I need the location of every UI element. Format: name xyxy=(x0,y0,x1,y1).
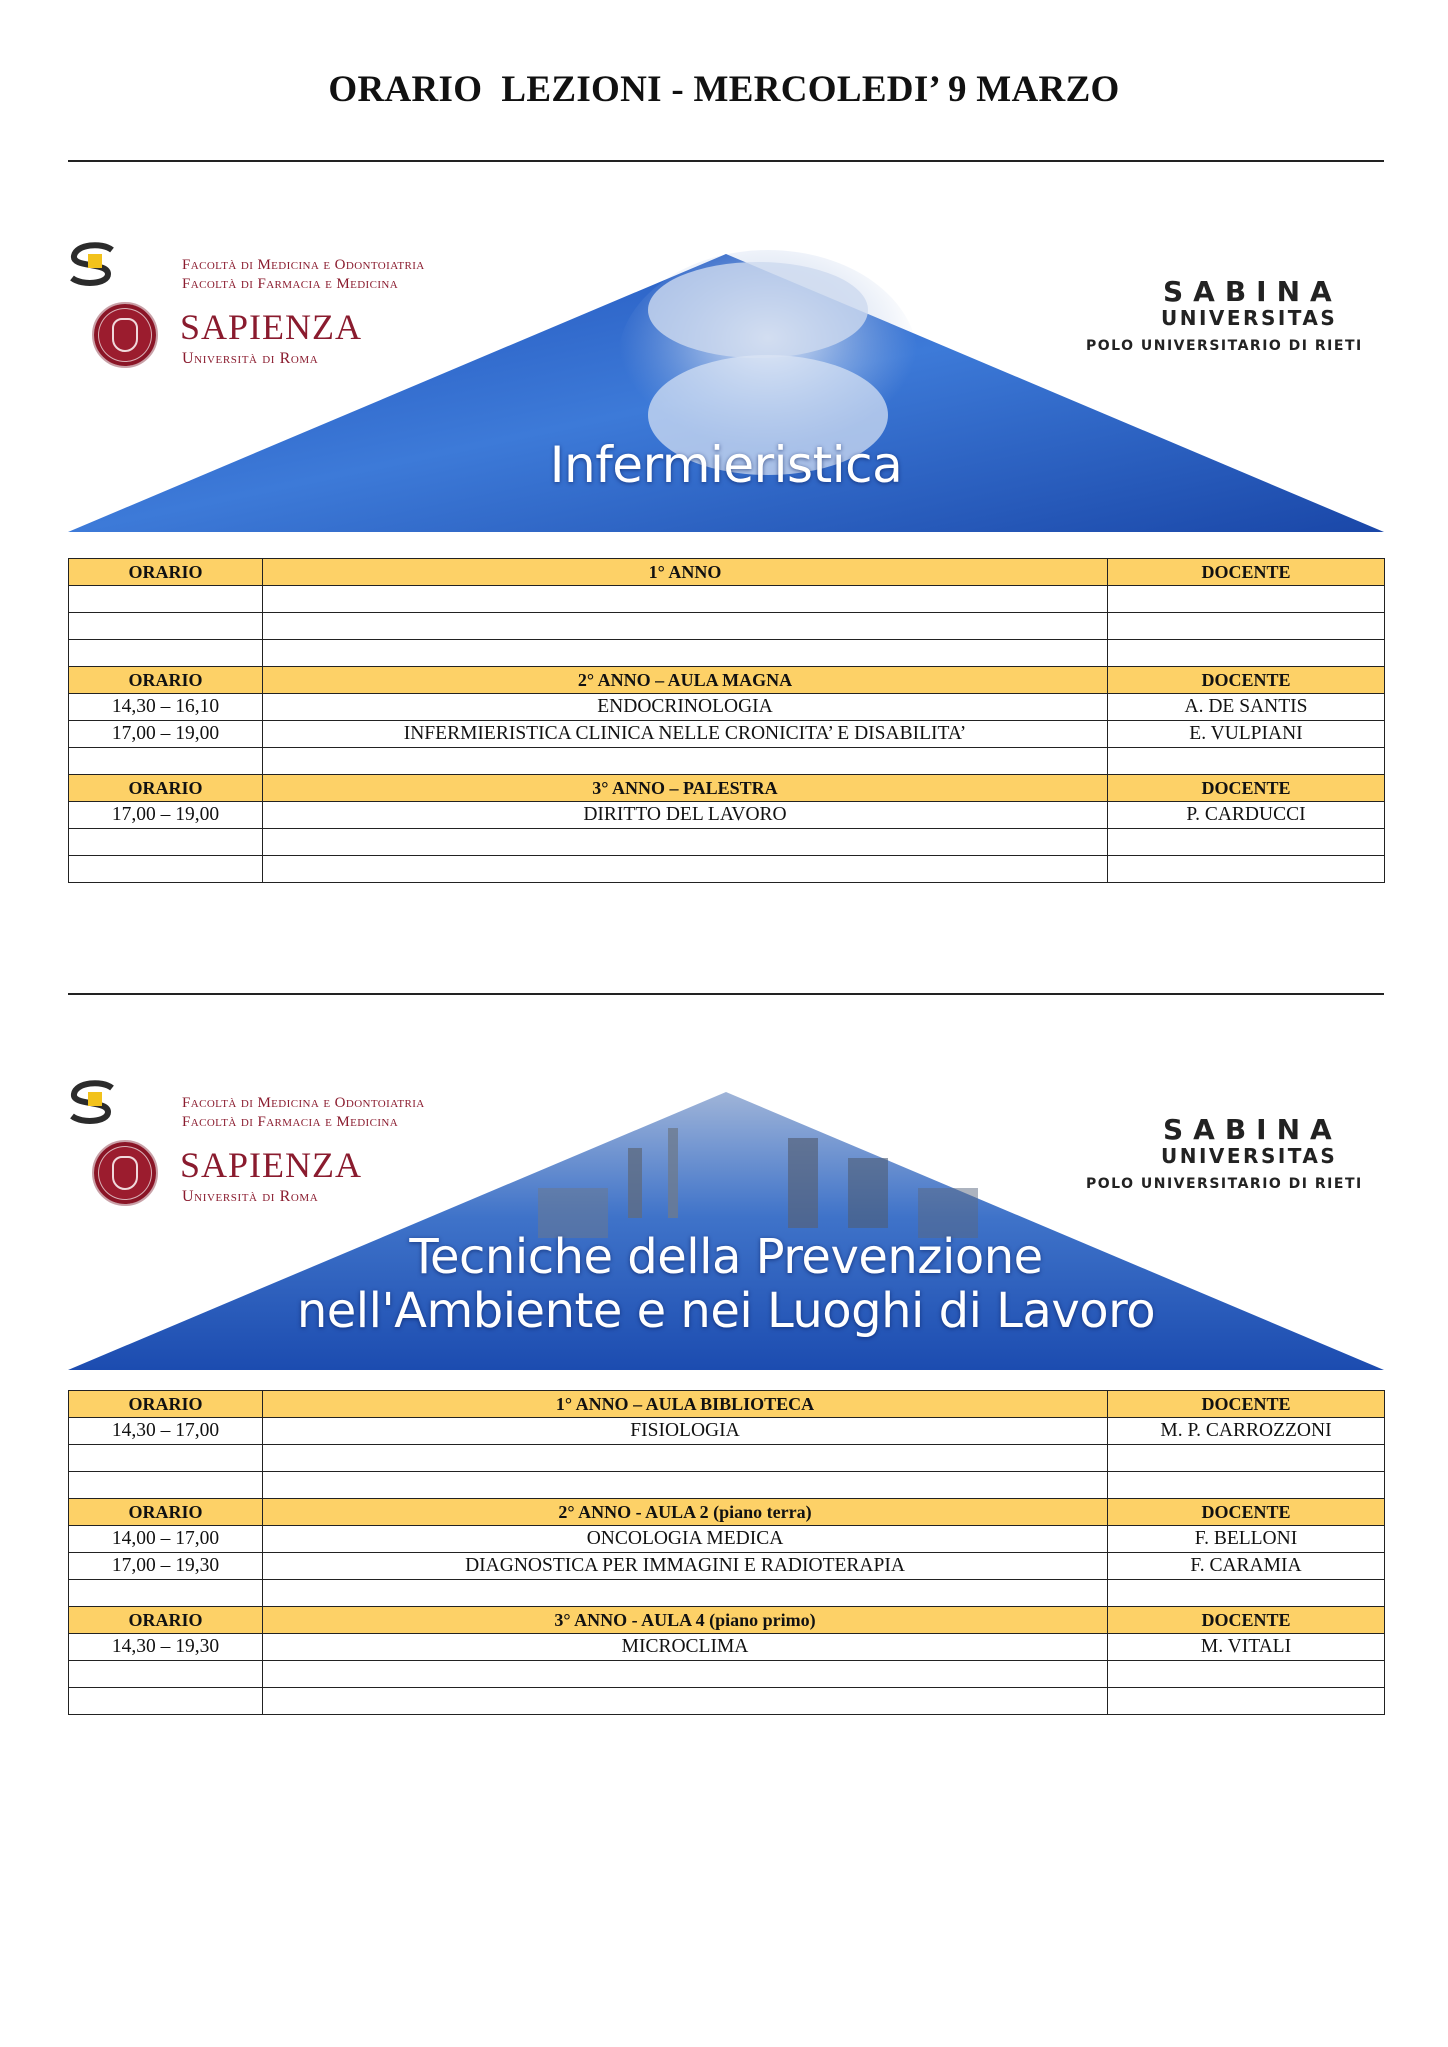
header-time: ORARIO xyxy=(69,1499,263,1526)
table-row xyxy=(69,748,1385,775)
cell-time: 14,00 – 17,00 xyxy=(69,1526,263,1553)
header-year: 2° ANNO – AULA MAGNA xyxy=(263,667,1108,694)
sapienza-name: SAPIENZA xyxy=(180,1145,363,1185)
header-teacher: DOCENTE xyxy=(1108,1391,1385,1418)
cell-time: 17,00 – 19,30 xyxy=(69,1553,263,1580)
cell-subject xyxy=(263,1661,1108,1688)
cell-time xyxy=(69,613,263,640)
table-header-row xyxy=(69,1607,1385,1634)
cell-teacher: E. VULPIANI xyxy=(1108,721,1385,748)
cell-time: 17,00 – 19,00 xyxy=(69,721,263,748)
table-row xyxy=(69,829,1385,856)
cell-subject xyxy=(263,613,1108,640)
sapienza-seal-icon xyxy=(92,302,158,368)
cell-time xyxy=(69,1445,263,1472)
cell-subject xyxy=(263,829,1108,856)
table-header-row xyxy=(69,667,1385,694)
faculty-line-2: Facoltà di Farmacia e Medicina xyxy=(182,1114,399,1130)
table-row xyxy=(69,1553,1385,1580)
cell-time xyxy=(69,640,263,667)
sapienza-name: SAPIENZA xyxy=(180,307,363,347)
schedule-table-tecniche-prevenzione xyxy=(68,1390,1385,1715)
cell-time xyxy=(69,1688,263,1715)
cell-teacher xyxy=(1108,748,1385,775)
header-year: 3° ANNO – PALESTRA xyxy=(263,775,1108,802)
table-header-row xyxy=(69,559,1385,586)
table-row xyxy=(69,1688,1385,1715)
cell-teacher: A. DE SANTIS xyxy=(1108,694,1385,721)
cell-subject xyxy=(263,1688,1108,1715)
table-row xyxy=(69,586,1385,613)
sabina-polo: POLO UNIVERSITARIO DI RIETI xyxy=(1086,338,1363,354)
header-teacher: DOCENTE xyxy=(1108,1499,1385,1526)
cell-teacher: F. BELLONI xyxy=(1108,1526,1385,1553)
table-header-row xyxy=(69,1499,1385,1526)
sapienza-seal-icon xyxy=(92,1140,158,1206)
cell-teacher xyxy=(1108,1688,1385,1715)
table-row xyxy=(69,640,1385,667)
header-time: ORARIO xyxy=(69,667,263,694)
cell-subject xyxy=(263,856,1108,883)
sabina-polo: POLO UNIVERSITARIO DI RIETI xyxy=(1086,1176,1363,1192)
cell-time xyxy=(69,829,263,856)
schedule-table-infermieristica xyxy=(68,558,1385,883)
cell-time: 17,00 – 19,00 xyxy=(69,802,263,829)
header-time: ORARIO xyxy=(69,559,263,586)
cell-time: 14,30 – 16,10 xyxy=(69,694,263,721)
banner-infermieristica xyxy=(68,240,1384,532)
middle-divider xyxy=(68,993,1384,995)
table-row xyxy=(69,802,1385,829)
cell-teacher xyxy=(1108,829,1385,856)
cell-subject: INFERMIERISTICA CLINICA NELLE CRONICITA’ E DISABILITA’ xyxy=(263,721,1108,748)
table-row xyxy=(69,1445,1385,1472)
header-year: 2° ANNO - AULA 2 (piano terra) xyxy=(263,1499,1108,1526)
faculty-names xyxy=(182,1094,425,1132)
cell-time: 14,30 – 19,30 xyxy=(69,1634,263,1661)
course-title: Infermieristica xyxy=(549,436,903,494)
header-teacher: DOCENTE xyxy=(1108,667,1385,694)
sapienza-subtitle: Università di Roma xyxy=(182,350,319,367)
cell-time xyxy=(69,856,263,883)
page-title: ORARIO LEZIONI - MERCOLEDI’ 9 MARZO xyxy=(328,69,1120,110)
cell-subject: DIAGNOSTICA PER IMMAGINI E RADIOTERAPIA xyxy=(263,1553,1108,1580)
table-row xyxy=(69,1418,1385,1445)
cell-time xyxy=(69,1472,263,1499)
cell-teacher: M. P. CARROZZONI xyxy=(1108,1418,1385,1445)
cell-subject: DIRITTO DEL LAVORO xyxy=(263,802,1108,829)
header-teacher: DOCENTE xyxy=(1108,775,1385,802)
cell-time: 14,30 – 17,00 xyxy=(69,1418,263,1445)
header-year: 3° ANNO - AULA 4 (piano primo) xyxy=(263,1607,1108,1634)
cell-teacher xyxy=(1108,613,1385,640)
header-teacher: DOCENTE xyxy=(1108,559,1385,586)
cell-time xyxy=(69,586,263,613)
cell-teacher: P. CARDUCCI xyxy=(1108,802,1385,829)
course-title-line-1: Tecniche della Prevenzione xyxy=(409,1229,1043,1285)
cell-subject xyxy=(263,586,1108,613)
cell-teacher xyxy=(1108,1661,1385,1688)
cell-teacher xyxy=(1108,586,1385,613)
table-row xyxy=(69,721,1385,748)
sabina-name: SABINA xyxy=(1163,275,1342,308)
cell-time xyxy=(69,1661,263,1688)
cell-teacher xyxy=(1108,1580,1385,1607)
banner-tecniche-prevenzione xyxy=(68,1078,1384,1370)
table-row xyxy=(69,694,1385,721)
header-time: ORARIO xyxy=(69,1391,263,1418)
header-year: 1° ANNO xyxy=(263,559,1108,586)
cell-subject: ONCOLOGIA MEDICA xyxy=(263,1526,1108,1553)
faculty-line-2: Facoltà di Farmacia e Medicina xyxy=(182,276,399,292)
cell-teacher: F. CARAMIA xyxy=(1108,1553,1385,1580)
faculty-line-1: Facoltà di Medicina e Odontoiatria xyxy=(182,1095,425,1111)
faculty-line-1: Facoltà di Medicina e Odontoiatria xyxy=(182,257,425,273)
table-row xyxy=(69,1634,1385,1661)
sapienza-subtitle: Università di Roma xyxy=(182,1188,319,1205)
cell-subject: MICROCLIMA xyxy=(263,1634,1108,1661)
table-row xyxy=(69,613,1385,640)
table-row xyxy=(69,1580,1385,1607)
cell-subject xyxy=(263,1472,1108,1499)
cell-subject xyxy=(263,1445,1108,1472)
cell-teacher: M. VITALI xyxy=(1108,1634,1385,1661)
header-time: ORARIO xyxy=(69,1607,263,1634)
cell-teacher xyxy=(1108,640,1385,667)
cell-subject: ENDOCRINOLOGIA xyxy=(263,694,1108,721)
course-title-line-2: nell'Ambiente e nei Luoghi di Lavoro xyxy=(296,1283,1156,1339)
sabina-universitas: UNIVERSITAS xyxy=(1161,1144,1338,1168)
table-header-row xyxy=(69,775,1385,802)
cell-subject: FISIOLOGIA xyxy=(263,1418,1108,1445)
faculty-names xyxy=(182,256,425,294)
course-title xyxy=(68,1230,1384,1338)
table-row xyxy=(69,856,1385,883)
table-row xyxy=(69,1526,1385,1553)
cell-subject xyxy=(263,640,1108,667)
header-time: ORARIO xyxy=(69,775,263,802)
top-divider xyxy=(68,160,1384,162)
sabina-logo-icon xyxy=(68,240,118,288)
cell-subject xyxy=(263,748,1108,775)
header-year: 1° ANNO – AULA BIBLIOTECA xyxy=(263,1391,1108,1418)
cell-time xyxy=(69,748,263,775)
cell-time xyxy=(69,1580,263,1607)
table-row xyxy=(69,1472,1385,1499)
cell-teacher xyxy=(1108,1472,1385,1499)
table-header-row xyxy=(69,1391,1385,1418)
header-teacher: DOCENTE xyxy=(1108,1607,1385,1634)
table-row xyxy=(69,1661,1385,1688)
sabina-name: SABINA xyxy=(1163,1113,1342,1146)
cell-teacher xyxy=(1108,1445,1385,1472)
sabina-logo-icon xyxy=(68,1078,118,1126)
sabina-universitas: UNIVERSITAS xyxy=(1161,306,1338,330)
cell-teacher xyxy=(1108,856,1385,883)
cell-subject xyxy=(263,1580,1108,1607)
